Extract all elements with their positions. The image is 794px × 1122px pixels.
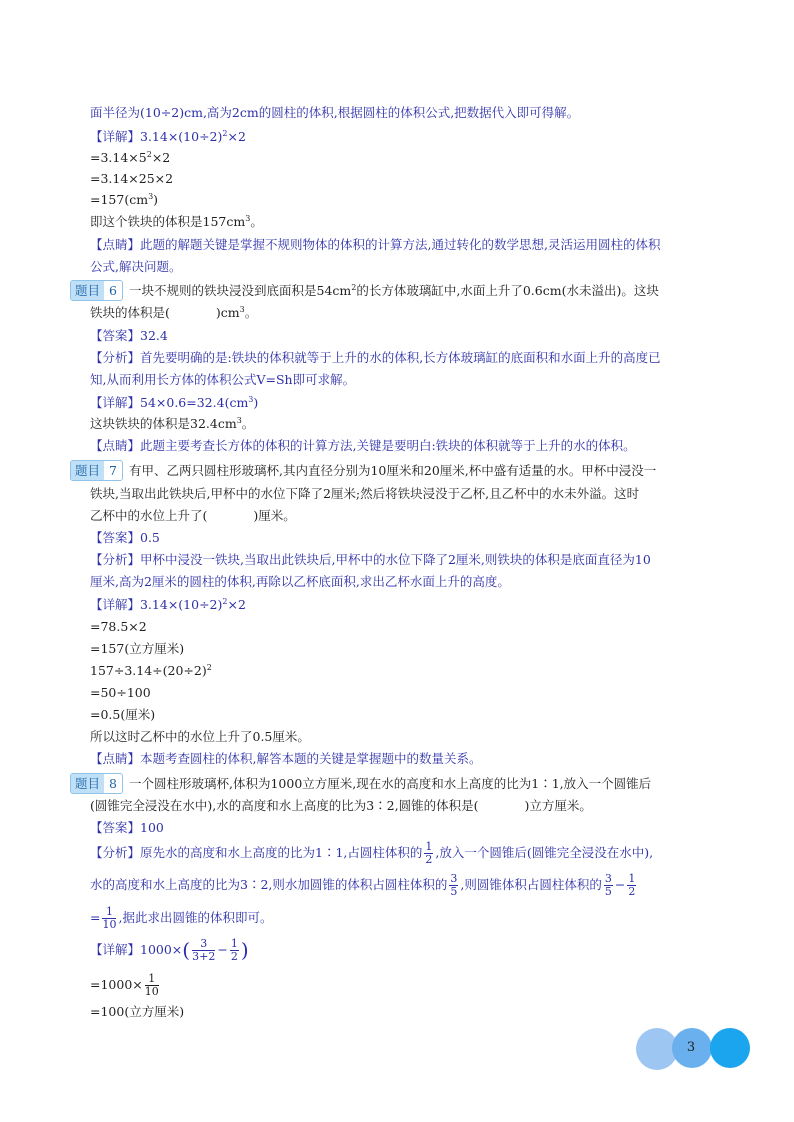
- fraction: $\frac{1}{10}$: [144, 972, 159, 998]
- tip-line: 【点睛】此题主要考查长方体的体积的计算方法,关键是要明白:铁块的体积就等于上升的水的体积。: [90, 438, 636, 453]
- detail-conclusion: 所以这时乙杯中的水位上升了0.5厘米。: [90, 729, 310, 744]
- detail-line: 【详解】$3.14\times(10\div 2)^2\times 2$: [90, 596, 246, 612]
- answer-line: 【答案】100: [90, 820, 164, 835]
- detail-step: =78.5×2: [90, 619, 147, 634]
- fraction: $\frac{1}{2}$: [425, 840, 433, 866]
- question-badge-7: 题目 7: [70, 460, 123, 481]
- detail-step: =0.5(厘米): [90, 707, 156, 722]
- fraction: $\frac{1}{10}$: [102, 905, 117, 931]
- tip-line: 【点睛】本题考查圆柱的体积,解答本题的关键是掌握题中的数量关系。: [90, 751, 482, 766]
- intro-detail-line: 【详解】$3.14\times(10\div 2)^2\times 2$: [90, 128, 246, 144]
- question-7-text: 铁块,当取出此铁块后,甲杯中的水位下降了2厘米;然后将铁块浸没于乙杯,且乙杯中的水未外溢。这时: [90, 486, 640, 501]
- intro-tip-line: 【点睛】此题的解题关键是掌握不规则物体的体积的计算方法,通过转化的数学思想,灵活运用圆柱的体积: [90, 237, 661, 252]
- question-7-text: 乙杯中的水位上升了( )厘米。: [90, 508, 296, 523]
- intro-tip-line: 公式,解决问题。: [90, 259, 182, 274]
- intro-step: $=157(cm^3)$: [90, 191, 159, 207]
- fraction: $\frac{3}{5}$: [450, 872, 458, 898]
- analysis-line: 【分析】原先水的高度和水上高度的比为1∶1,占圆柱体积的 $\frac{1}{2}$ ,放入一个圆锥后(圆锥完全浸没在水中),: [90, 840, 654, 866]
- intro-analysis-line: 面半径为(10÷2)cm,高为2cm的圆柱的体积,根据圆柱的体积公式,把数据代入即可得解。: [90, 105, 580, 120]
- question-8-text: (圆锥完全浸没在水中),水的高度和水上高度的比为3∶2,圆锥的体积是( )立方厘米。: [90, 798, 592, 813]
- analysis-line: 厘米,高为2厘米的圆柱的体积,再除以乙杯底面积,求出乙杯水面上升的高度。: [90, 574, 510, 589]
- intro-step: $=3.14\times 5^2\times 2$: [90, 149, 171, 165]
- detail-step: =50÷100: [90, 685, 151, 700]
- detail-step: =157(立方厘米): [90, 641, 185, 656]
- analysis-line: = $\frac{1}{10}$ ,据此求出圆锥的体积即可。: [90, 905, 273, 931]
- question-8-text: 一个圆柱形玻璃杯,体积为1000立方厘米,现在水的高度和水上高度的比为1∶1,放入一个圆锥后: [129, 776, 652, 791]
- question-7-text: 有甲、乙两只圆柱形玻璃杯,其内直径分别为10厘米和20厘米,杯中盛有适量的水。甲杯中浸没一: [129, 463, 657, 478]
- detail-line: 【详解】$54\times 0.6=32.4(cm^3)$: [90, 394, 259, 410]
- detail-line: 【详解】1000×( $\frac{3}{3+2}$ − $\frac{1}{2}$ ): [90, 937, 249, 963]
- detail-step: $157\div 3.14\div(20\div 2)^2$: [90, 662, 212, 678]
- fraction: $\frac{1}{2}$: [230, 937, 238, 963]
- answer-line: 【答案】0.5: [90, 530, 160, 545]
- question-6-text: 一块不规则的铁块浸没到底面积是$54cm^2$的长方体玻璃缸中,水面上升了0.6cm(水未溢出)。这块: [129, 282, 659, 298]
- detail-conclusion: 这块铁块的体积是$32.4cm^3$。: [90, 415, 255, 431]
- analysis-line: 【分析】首先要明确的是:铁块的体积就等于上升的水的体积,长方体玻璃缸的底面积和水面上升的高度已: [90, 350, 661, 365]
- analysis-line: 【分析】甲杯中浸没一铁块,当取出此铁块后,甲杯中的水位下降了2厘米,则铁块的体积是底面直径为10: [90, 552, 651, 567]
- page-number: 3: [686, 1040, 696, 1055]
- footer-circle-dark: [710, 1028, 750, 1068]
- fraction: $\frac{1}{2}$: [628, 872, 636, 898]
- fraction: $\frac{3}{5}$: [604, 872, 612, 898]
- question-badge-8: 题目 8: [70, 773, 123, 794]
- question-6-text: 铁块的体积是( )$cm^3$。: [90, 304, 258, 320]
- intro-step: =3.14×25×2: [90, 171, 174, 186]
- detail-step: =100(立方厘米): [90, 1004, 185, 1019]
- analysis-line: 水的高度和水上高度的比为3∶2,则水加圆锥的体积占圆柱体积的 $\frac{3}{5}$ ,则圆锥体积占圆柱体积的 $\frac{3}{5}$ − $\frac{1}{2}$: [90, 872, 636, 898]
- detail-step: =1000× $\frac{1}{10}$: [90, 972, 159, 998]
- analysis-line: 知,从而利用长方体的体积公式V=Sh即可求解。: [90, 372, 356, 387]
- question-badge-6: 题目 6: [70, 280, 123, 301]
- fraction: $\frac{3}{3+2}$: [192, 937, 216, 963]
- intro-conclusion: 即这个铁块的体积是$157cm^3$。: [90, 213, 263, 229]
- answer-line: 【答案】32.4: [90, 328, 168, 343]
